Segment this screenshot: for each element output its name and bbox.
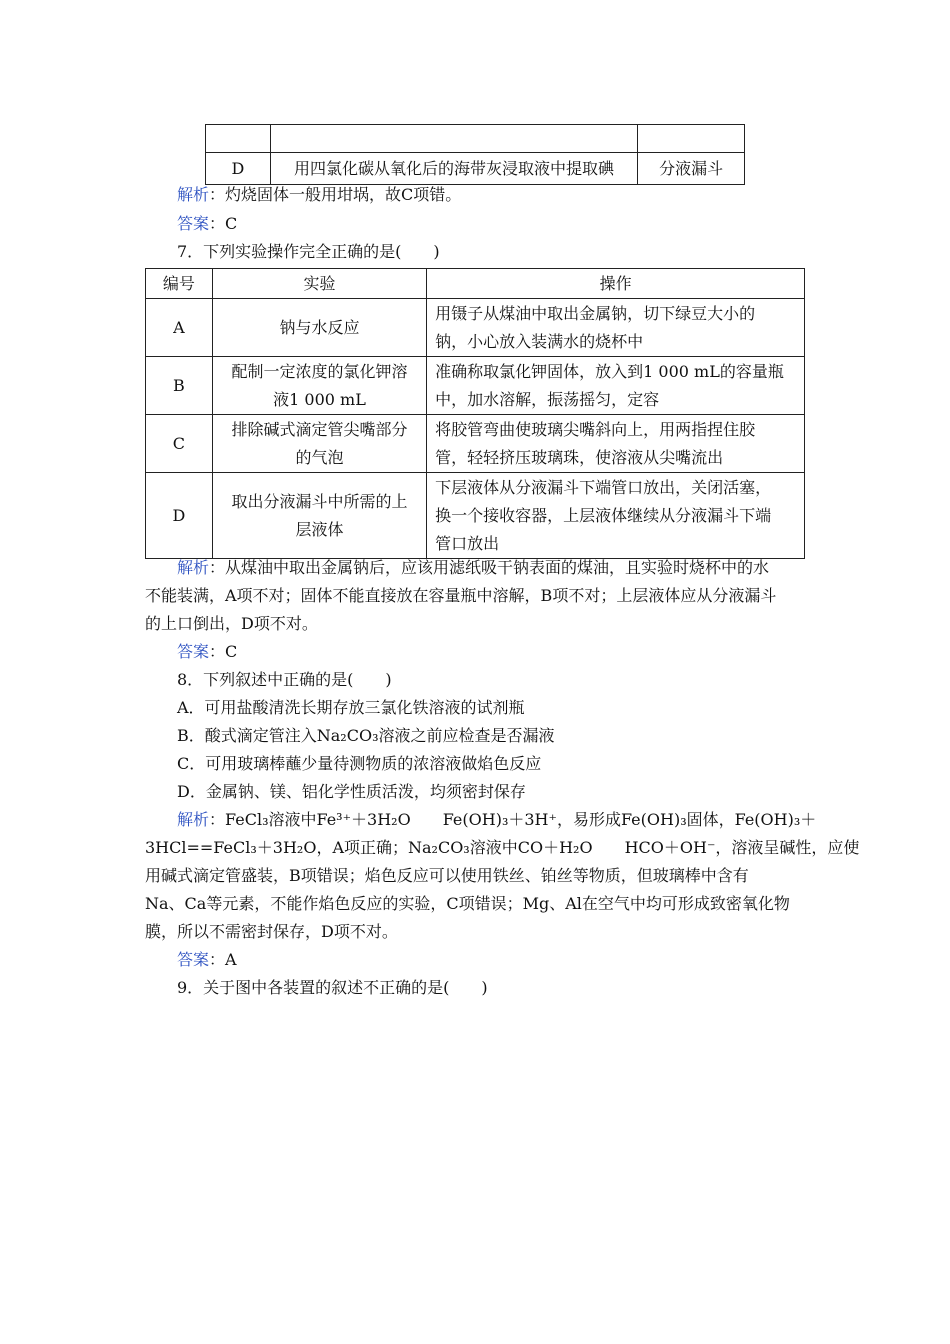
explain-label: 解析 [177, 558, 210, 577]
table-row [146, 473, 805, 559]
row-id: D [206, 153, 271, 185]
header-op: 操作 [427, 269, 805, 299]
q8-answer [177, 946, 237, 974]
q9-stem: 9．关于图中各装置的叙述不正确的是( ) [177, 978, 488, 997]
q8-explain-line-2: 3HCl==FeCl₃＋3H₂O，A项正确；Na₂CO₃溶液中CO＋H₂O HCO＋OH⁻，溶液呈碱性，应使 [145, 838, 860, 857]
explain-text: ：灼烧固体一般用坩埚，故C项错。 [209, 185, 462, 204]
table-header-row [146, 269, 805, 299]
row-op [427, 357, 805, 415]
q8-option-c: C．可用玻璃棒蘸少量待测物质的浓溶液做焰色反应 [177, 754, 542, 773]
exp-line: 取出分液漏斗中所需的上 [231, 491, 408, 511]
table-row [146, 299, 805, 357]
q7-explain-line-3: 的上口倒出，D项不对。 [145, 614, 318, 633]
op-line: 准确称取氯化钾固体，放入到1 000 mL的容量瓶 [435, 361, 784, 381]
exp-line: 配制一定浓度的氯化钾溶 [231, 361, 408, 381]
op-line: 将胶管弯曲使玻璃尖嘴斜向上，用两指捏住胶 [435, 419, 756, 439]
header-id: 编号 [146, 269, 213, 299]
answer-label: 答案 [177, 950, 210, 969]
exp-line: 的气泡 [295, 447, 344, 467]
answer-label: 答案 [177, 642, 210, 661]
exp-line: 钠与水反应 [279, 317, 360, 337]
row-exp [212, 357, 426, 415]
row-id: C [146, 415, 213, 473]
q8-option-d: D．金属钠、镁、铝化学性质活泼，均须密封保存 [177, 782, 526, 801]
row-exp [212, 299, 426, 357]
table-row-empty [206, 125, 745, 153]
q8-option-a: A．可用盐酸清洗长期存放三氯化铁溶液的试剂瓶 [177, 698, 525, 717]
table-q7 [145, 268, 805, 559]
row-id: A [146, 299, 213, 357]
q8-explain-line-1 [177, 806, 816, 834]
row-text: 用四氯化碳从氧化后的海带灰浸取液中提取碘 [270, 153, 638, 185]
q7-explain-line-2: 不能装满，A项不对；固体不能直接放在容量瓶中溶解，B项不对；上层液体应从分液漏斗 [145, 586, 777, 605]
row-id: B [146, 357, 213, 415]
table-row [206, 153, 745, 185]
answer-text: ：A [209, 950, 237, 969]
explain-text: ：从煤油中取出金属钠后，应该用滤纸吸干钠表面的煤油，且实验时烧杯中的水 [209, 558, 770, 577]
explain-label: 解析 [177, 810, 210, 829]
q8-explain-line-3: 用碱式滴定管盛装，B项错误；焰色反应可以使用铁丝、铂丝等物质，但玻璃棒中含有 [145, 866, 749, 885]
explain-label: 解析 [177, 185, 210, 204]
table-q6-fragment [205, 124, 745, 185]
op-line: 换一个接收容器，上层液体继续从分液漏斗下端 [435, 505, 772, 525]
q8-option-b: B．酸式滴定管注入Na₂CO₃溶液之前应检查是否漏液 [177, 726, 555, 745]
q8-explain-line-5: 膜，所以不需密封保存，D项不对。 [145, 922, 398, 941]
table-row [146, 357, 805, 415]
answer-text: ：C [209, 214, 238, 233]
row-op [427, 473, 805, 559]
explain-text: ：FeCl₃溶液中Fe³⁺＋3H₂O Fe(OH)₃＋3H⁺，易形成Fe(OH)₃固体，Fe(OH)₃＋ [209, 810, 817, 829]
op-line: 管，轻轻挤压玻璃珠，使溶液从尖嘴流出 [435, 447, 724, 467]
row-exp [212, 415, 426, 473]
answer-label: 答案 [177, 214, 210, 233]
row-exp [212, 473, 426, 559]
op-line: 用镊子从煤油中取出金属钠，切下绿豆大小的 [435, 303, 756, 323]
exp-line: 排除碱式滴定管尖嘴部分 [231, 419, 408, 439]
row-id: D [146, 473, 213, 559]
q7-explain-line-1 [177, 554, 769, 582]
q6-answer [177, 210, 237, 238]
table-row [146, 415, 805, 473]
op-line: 钠，小心放入装满水的烧杯中 [435, 331, 644, 351]
op-line: 管口放出 [435, 533, 500, 553]
row-op [427, 299, 805, 357]
q8-explain-line-4: Na、Ca等元素，不能作焰色反应的实验，C项错误；Mg、Al在空气中均可形成致密氧化物 [145, 894, 790, 913]
q8-stem: 8．下列叙述中正确的是( ) [177, 670, 392, 689]
header-exp: 实验 [212, 269, 426, 299]
row-tool: 分液漏斗 [638, 153, 745, 185]
exp-line: 液1 000 mL [273, 389, 366, 409]
row-op [427, 415, 805, 473]
exp-line: 层液体 [295, 519, 344, 539]
op-line: 下层液体从分液漏斗下端管口放出，关闭活塞， [435, 477, 772, 497]
q6-explain [177, 181, 461, 209]
op-line: 中，加水溶解，振荡摇匀，定容 [435, 389, 660, 409]
answer-text: ：C [209, 642, 238, 661]
q7-stem: 7．下列实验操作完全正确的是( ) [177, 242, 440, 261]
q7-answer [177, 638, 237, 666]
